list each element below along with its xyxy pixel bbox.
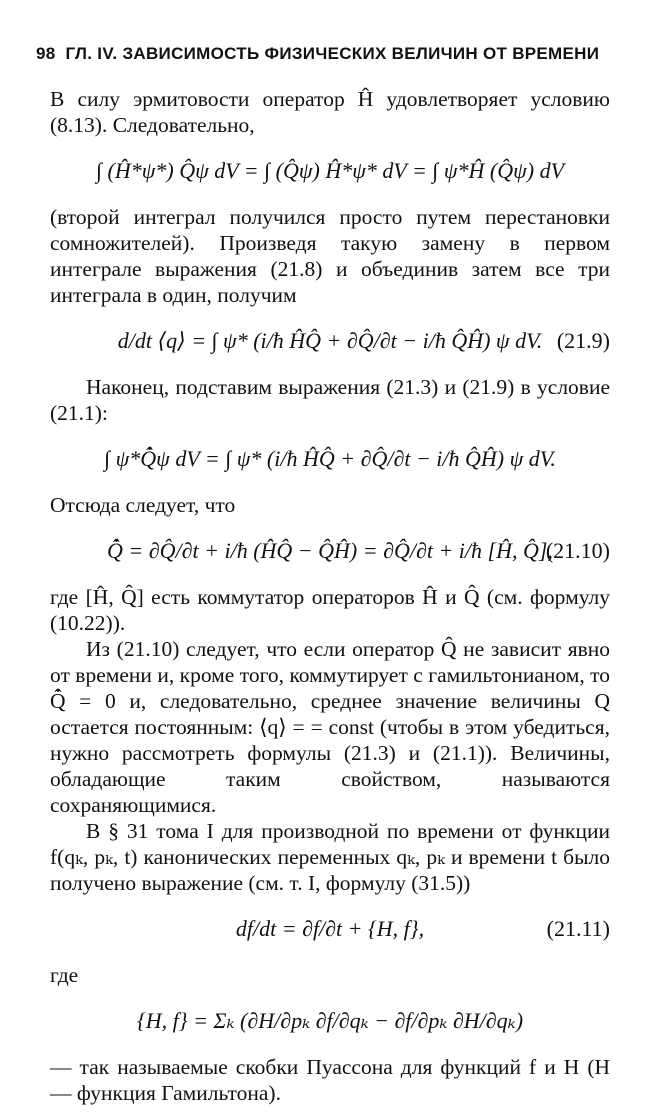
paragraph-1: В силу эрмитовости оператор Ĥ удовлетворяет условию (8.13). Следовательно, — [50, 87, 610, 137]
running-header — [36, 44, 626, 64]
page-body — [50, 86, 610, 1106]
paragraph-7: В § 31 тома I для производной по времени от функции f(qₖ, pₖ, t) канонических переменных qₖ, pₖ и времени t было получено выражение (см. т. I, формулу (31.5)) — [50, 819, 610, 895]
equation-3 — [50, 430, 610, 488]
paragraph-6: Из (21.10) следует, что если оператор Q̂ не зависит явно от времени и, кроме того, коммутирует с гамильтонианом, то Q̂̇ = 0 и, следовательно, среднее значение величины Q остается постоянным: ⟨q⟩ = = const (чтобы в этом убедиться, нужно рассмотреть формулы (21.3) и (21.1)). Величины, обладающие таким свойством, называются сохраняющимися. — [50, 637, 610, 817]
paragraph-4: Отсюда следует, что — [50, 493, 236, 517]
running-title: ГЛ. IV. ЗАВИСИМОСТЬ ФИЗИЧЕСКИХ ВЕЛИЧИН ОТ ВРЕМЕНИ — [65, 44, 600, 63]
equation-tag-21-11: (21.11) — [546, 916, 610, 941]
equation-21-9-text: d/dt ⟨q⟩ = ∫ ψ* (i/ħ ĤQ̂ + ∂Q̂/∂t − i/ħ Q̂Ĥ) ψ dV. — [117, 328, 543, 353]
equation-1 — [50, 142, 610, 200]
equation-poisson-bracket-text: {H, f} = Σₖ (∂H/∂pₖ ∂f/∂qₖ − ∂f/∂pₖ ∂H/∂qₖ) — [136, 1008, 524, 1033]
paragraph-3: Наконец, подставим выражения (21.3) и (21.9) в условие (21.1): — [50, 375, 610, 425]
paragraph-9: — так называемые скобки Пуассона для функций f и H (H — функция Гамильтона). — [50, 1055, 610, 1105]
equation-3-text: ∫ ψ*Q̂̇ψ dV = ∫ ψ* (i/ħ ĤQ̂ + ∂Q̂/∂t − i/ħ Q̂Ĥ) ψ dV. — [104, 446, 556, 471]
equation-1-text: ∫ (Ĥ*ψ*) Q̂ψ dV = ∫ (Q̂ψ) Ĥ*ψ* dV = ∫ ψ*Ĥ (Q̂ψ) dV — [95, 158, 565, 183]
equation-21-9 — [50, 312, 610, 370]
equation-21-10-text: Q̂̇ = ∂Q̂/∂t + i/ħ (ĤQ̂ − Q̂Ĥ) = ∂Q̂/∂t + i/ħ [Ĥ, Q̂], — [107, 538, 553, 563]
paragraph-5: где [Ĥ, Q̂] есть коммутатор операторов Ĥ и Q̂ (см. формулу (10.22)). — [50, 585, 610, 635]
equation-tag-21-9: (21.9) — [556, 328, 610, 353]
equation-21-10 — [50, 522, 610, 580]
paragraph-8: где — [50, 963, 79, 987]
page-number: 98 — [36, 44, 56, 63]
equation-21-11 — [50, 900, 610, 958]
equation-21-11-text: df/dt = ∂f/∂t + {H, f}, — [235, 916, 425, 941]
equation-poisson-bracket — [50, 992, 610, 1050]
equation-tag-21-10: (21.10) — [545, 538, 610, 563]
paragraph-2: (второй интеграл получился просто путем перестановки сомножителей). Произведя такую замену в первом интеграле выражения (21.8) и объединив затем все три интеграла в один, получим — [50, 205, 610, 307]
